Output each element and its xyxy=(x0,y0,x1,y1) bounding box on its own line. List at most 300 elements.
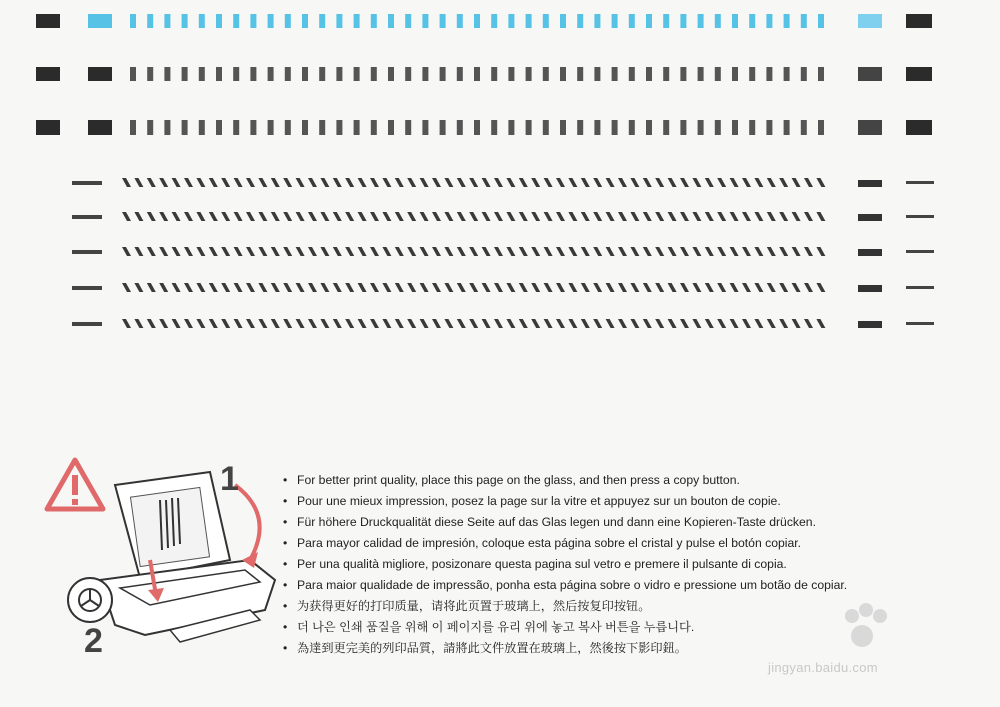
pattern-bar xyxy=(491,67,497,81)
diagonal-mark xyxy=(172,212,181,221)
pattern-bar xyxy=(354,14,360,28)
instruction-line xyxy=(283,512,883,533)
pattern-bar xyxy=(560,14,566,28)
diagonal-mark xyxy=(246,283,255,292)
pattern-bar xyxy=(285,67,291,81)
diagonal-mark xyxy=(643,283,652,292)
pattern-bar xyxy=(715,14,721,28)
diagonal-mark xyxy=(730,319,739,328)
diagonal-mark xyxy=(581,247,590,256)
diagonal-mark xyxy=(581,178,590,187)
diagonal-mark xyxy=(792,212,801,221)
pattern-bar xyxy=(302,67,308,81)
watermark-url: jingyan.baidu.com xyxy=(768,660,878,675)
instruction-text: Para maior qualidade de impressão, ponha esta página sobre o vidro e pressione um botão de copiar. xyxy=(297,578,848,592)
diagonal-mark xyxy=(655,319,664,328)
pattern-bar xyxy=(491,14,497,28)
diagonal-mark xyxy=(692,247,701,256)
pattern-bar xyxy=(319,14,325,28)
end-block xyxy=(906,120,932,135)
pattern-bar xyxy=(646,120,652,135)
pattern-bar xyxy=(371,67,377,81)
diagonal-mark xyxy=(246,247,255,256)
diagonal-mark xyxy=(345,178,354,187)
diagonal-mark xyxy=(692,319,701,328)
diagonal-mark xyxy=(407,212,416,221)
diagonal-mark xyxy=(643,178,652,187)
diagonal-mark xyxy=(333,319,342,328)
diagonal-mark xyxy=(556,247,565,256)
pattern-bar xyxy=(818,14,824,28)
diagonal-mark xyxy=(816,212,825,221)
diagonal-mark xyxy=(643,212,652,221)
diagonal-mark xyxy=(531,319,540,328)
pattern-bar xyxy=(371,14,377,28)
diagonal-mark xyxy=(345,212,354,221)
diagonal-mark xyxy=(668,212,677,221)
diagonal-mark xyxy=(630,178,639,187)
diagonal-mark xyxy=(494,283,503,292)
diagonal-mark xyxy=(717,247,726,256)
diagonal-mark xyxy=(320,283,329,292)
pattern-bar xyxy=(766,120,772,135)
diagonal-mark xyxy=(568,247,577,256)
bullet: • xyxy=(283,620,288,634)
diagonal-mark xyxy=(234,283,243,292)
diagonal-mark xyxy=(358,247,367,256)
diagonal-mark xyxy=(544,319,553,328)
diagonal-mark xyxy=(568,319,577,328)
diagonal-mark xyxy=(432,283,441,292)
diagonal-mark xyxy=(271,247,280,256)
diagonal-mark xyxy=(221,178,230,187)
pattern-bar xyxy=(474,120,480,135)
diagonal-mark xyxy=(184,283,193,292)
diagonal-mark xyxy=(209,247,218,256)
diagonal-mark xyxy=(134,212,143,221)
diagonal-mark xyxy=(308,178,317,187)
pattern-bar xyxy=(818,120,824,135)
pattern-bar xyxy=(147,14,153,28)
pattern-bar xyxy=(612,14,618,28)
pattern-bar xyxy=(336,120,342,135)
diagonal-mark xyxy=(395,247,404,256)
diagonal-mark xyxy=(134,319,143,328)
diagonal-mark xyxy=(420,283,429,292)
diagonal-mark xyxy=(556,283,565,292)
diagonal-mark xyxy=(742,178,751,187)
diagonal-mark xyxy=(320,319,329,328)
diagonal-mark xyxy=(308,283,317,292)
diagonal-mark xyxy=(668,178,677,187)
diagonal-mark xyxy=(606,319,615,328)
diagonal-mark xyxy=(184,178,193,187)
diagonal-mark xyxy=(444,319,453,328)
diagonal-mark xyxy=(705,319,714,328)
diagonal-mark xyxy=(754,178,763,187)
diagonal-mark xyxy=(196,178,205,187)
diagonal-mark xyxy=(482,319,491,328)
diagonal-mark xyxy=(568,212,577,221)
diagonal-mark xyxy=(432,212,441,221)
end-block xyxy=(36,67,60,81)
diagonal-mark xyxy=(482,212,491,221)
diagonal-mark xyxy=(519,178,528,187)
instruction-line xyxy=(283,533,883,554)
pattern-bar xyxy=(405,14,411,28)
pattern-bar xyxy=(801,14,807,28)
diagonal-mark xyxy=(258,283,267,292)
diagonal-mark xyxy=(258,319,267,328)
diagonal-mark xyxy=(333,212,342,221)
diagonal-mark xyxy=(792,178,801,187)
step-2-label: 2 xyxy=(84,622,103,660)
pattern-bar xyxy=(646,67,652,81)
pattern-bar xyxy=(680,14,686,28)
pattern-bar xyxy=(698,67,704,81)
diagonal-mark xyxy=(506,178,515,187)
pattern-bar xyxy=(680,67,686,81)
diagonal-mark xyxy=(234,319,243,328)
diagonal-mark xyxy=(196,319,205,328)
diagonal-mark xyxy=(296,247,305,256)
dash-mark xyxy=(906,286,934,289)
diagonal-mark xyxy=(444,247,453,256)
instruction-line xyxy=(283,491,883,512)
pattern-bar xyxy=(457,120,463,135)
pattern-bar xyxy=(594,14,600,28)
diagonal-mark xyxy=(345,319,354,328)
pattern-bar xyxy=(577,120,583,135)
dash-mark xyxy=(906,250,934,253)
diagonal-mark xyxy=(606,212,615,221)
dash-mark xyxy=(72,322,102,326)
diagonal-mark xyxy=(382,319,391,328)
diagonal-mark xyxy=(221,319,230,328)
diagonal-mark xyxy=(184,247,193,256)
diagonal-mark xyxy=(705,178,714,187)
diagonal-mark xyxy=(692,212,701,221)
pattern-bar xyxy=(302,120,308,135)
diagonal-mark xyxy=(705,247,714,256)
end-block xyxy=(906,67,932,81)
cyan-pattern-row xyxy=(36,14,932,28)
diagonal-mark xyxy=(271,283,280,292)
end-block xyxy=(858,285,882,292)
pattern-bar xyxy=(422,120,428,135)
diagonal-mark xyxy=(730,247,739,256)
dash-mark xyxy=(72,250,102,254)
pattern-bar xyxy=(164,120,170,135)
diagonal-mark xyxy=(655,283,664,292)
diagonal-mark xyxy=(308,319,317,328)
diagonal-mark xyxy=(333,247,342,256)
diagonal-mark xyxy=(767,178,776,187)
diagonal-mark xyxy=(568,178,577,187)
pattern-bar xyxy=(268,67,274,81)
diagonal-mark xyxy=(618,212,627,221)
pattern-bar xyxy=(130,120,136,135)
diagonal-mark xyxy=(283,319,292,328)
diagonal-mark xyxy=(345,247,354,256)
pattern-bar xyxy=(715,120,721,135)
diagonal-mark xyxy=(730,283,739,292)
pattern-bar xyxy=(629,14,635,28)
diagonal-mark xyxy=(221,247,230,256)
instruction-text: Per una qualità migliore, posizonare questa pagina sul vetro e premere il pulsante di copia. xyxy=(297,557,787,571)
pattern-bar xyxy=(457,67,463,81)
diagonal-mark xyxy=(333,178,342,187)
diagonal-mark xyxy=(717,178,726,187)
pattern-bar xyxy=(577,14,583,28)
diagonal-pattern-rows xyxy=(72,178,934,328)
diagonal-mark xyxy=(506,247,515,256)
diagonal-mark xyxy=(643,319,652,328)
diagonal-mark xyxy=(172,247,181,256)
pattern-bar xyxy=(577,67,583,81)
instruction-text: 더 나은 인쇄 품질을 위해 이 페이지를 유리 위에 놓고 복사 버튼을 누릅니다. xyxy=(297,620,695,634)
dash-mark xyxy=(906,181,934,184)
instruction-line xyxy=(283,554,883,575)
bullet: • xyxy=(283,536,288,550)
bullet: • xyxy=(283,578,288,592)
diagonal-mark xyxy=(457,247,466,256)
end-block xyxy=(858,14,882,28)
diagonal-mark xyxy=(271,178,280,187)
pattern-bar xyxy=(388,120,394,135)
end-block xyxy=(858,67,882,81)
diagonal-mark xyxy=(482,247,491,256)
diagonal-mark xyxy=(395,283,404,292)
diagonal-mark xyxy=(382,212,391,221)
diagonal-mark xyxy=(283,178,292,187)
diagonal-mark xyxy=(358,283,367,292)
diagonal-mark xyxy=(172,319,181,328)
diagonal-mark xyxy=(767,212,776,221)
diagonal-mark xyxy=(209,319,218,328)
diagonal-mark xyxy=(717,319,726,328)
dash-mark xyxy=(72,181,102,185)
pattern-bar xyxy=(629,67,635,81)
alignment-pattern xyxy=(0,0,1000,340)
diagonal-mark xyxy=(804,247,813,256)
pattern-bar xyxy=(440,67,446,81)
diagonal-mark xyxy=(122,319,131,328)
diagonal-mark xyxy=(444,212,453,221)
diagonal-mark xyxy=(754,247,763,256)
end-block xyxy=(88,67,112,81)
diagonal-mark xyxy=(209,212,218,221)
diagonal-mark xyxy=(395,319,404,328)
pattern-bar xyxy=(732,120,738,135)
pattern-bar xyxy=(182,67,188,81)
pattern-bar xyxy=(732,67,738,81)
diagonal-mark xyxy=(457,212,466,221)
pattern-bar xyxy=(474,14,480,28)
pattern-bar xyxy=(663,67,669,81)
diagonal-mark xyxy=(593,247,602,256)
diagonal-mark xyxy=(122,178,131,187)
diagonal-mark xyxy=(804,283,813,292)
diagonal-mark xyxy=(469,178,478,187)
diagonal-mark xyxy=(271,212,280,221)
diagonal-mark xyxy=(792,283,801,292)
diagonal-mark xyxy=(494,178,503,187)
diagonal-mark xyxy=(792,319,801,328)
diagonal-mark xyxy=(506,212,515,221)
bullet: • xyxy=(283,641,288,655)
pattern-bar xyxy=(268,14,274,28)
diagonal-mark xyxy=(717,212,726,221)
diagonal-mark xyxy=(717,283,726,292)
pattern-bar xyxy=(336,14,342,28)
diagonal-mark xyxy=(618,178,627,187)
pattern-bar xyxy=(663,14,669,28)
diagonal-mark xyxy=(159,247,168,256)
pattern-bar xyxy=(371,120,377,135)
diagonal-mark xyxy=(767,247,776,256)
pattern-bar xyxy=(784,67,790,81)
diagonal-mark xyxy=(680,283,689,292)
diagonal-mark xyxy=(643,247,652,256)
diagonal-mark xyxy=(234,247,243,256)
pattern-bar xyxy=(440,120,446,135)
diagonal-mark xyxy=(606,247,615,256)
diagonal-mark xyxy=(469,212,478,221)
pattern-bar xyxy=(147,67,153,81)
diagonal-mark xyxy=(246,212,255,221)
end-block xyxy=(858,180,882,187)
pattern-bar xyxy=(233,14,239,28)
diagonal-mark xyxy=(593,212,602,221)
diagonal-mark xyxy=(531,247,540,256)
pattern-bar xyxy=(388,67,394,81)
diagonal-mark xyxy=(705,283,714,292)
end-block xyxy=(36,120,60,135)
diagonal-mark xyxy=(531,212,540,221)
diagonal-mark xyxy=(816,283,825,292)
diagonal-mark xyxy=(792,247,801,256)
diagonal-mark xyxy=(742,319,751,328)
step-1-label: 1 xyxy=(220,460,239,498)
diagonal-mark xyxy=(668,319,677,328)
diagonal-mark xyxy=(754,283,763,292)
diagonal-mark xyxy=(680,247,689,256)
pattern-bar xyxy=(801,67,807,81)
diagonal-mark xyxy=(420,319,429,328)
diagonal-mark xyxy=(692,178,701,187)
diagonal-mark xyxy=(395,212,404,221)
pattern-bar xyxy=(594,67,600,81)
diagonal-mark xyxy=(382,283,391,292)
diagonal-mark xyxy=(221,212,230,221)
diagonal-mark xyxy=(742,283,751,292)
diagonal-mark xyxy=(234,178,243,187)
diagonal-mark xyxy=(730,178,739,187)
pattern-bar xyxy=(784,120,790,135)
diagonal-mark xyxy=(407,178,416,187)
diagonal-mark xyxy=(544,178,553,187)
diagonal-mark xyxy=(816,178,825,187)
diagonal-mark xyxy=(122,247,131,256)
diagonal-mark xyxy=(668,247,677,256)
diagonal-mark xyxy=(457,178,466,187)
pattern-bar xyxy=(526,14,532,28)
diagonal-mark xyxy=(804,212,813,221)
bullet: • xyxy=(283,599,288,613)
diagonal-mark xyxy=(172,178,181,187)
diagonal-mark xyxy=(816,247,825,256)
end-block xyxy=(858,120,882,135)
diagonal-mark xyxy=(184,212,193,221)
diagonal-mark xyxy=(196,212,205,221)
end-block xyxy=(858,249,882,256)
pattern-bar xyxy=(216,120,222,135)
diagonal-mark xyxy=(358,212,367,221)
diagonal-mark xyxy=(234,212,243,221)
diagonal-mark xyxy=(680,319,689,328)
diagonal-mark xyxy=(531,283,540,292)
end-block xyxy=(88,120,112,135)
pattern-bar xyxy=(268,120,274,135)
end-block xyxy=(36,14,60,28)
diagonal-mark xyxy=(457,319,466,328)
diagonal-mark xyxy=(196,283,205,292)
diagonal-mark xyxy=(655,178,664,187)
pattern-bar xyxy=(698,120,704,135)
pattern-bar xyxy=(285,14,291,28)
pattern-bar xyxy=(818,67,824,81)
pattern-bar xyxy=(233,67,239,81)
diagonal-mark xyxy=(296,178,305,187)
end-block xyxy=(858,321,882,328)
pattern-bar xyxy=(405,120,411,135)
pattern-bar xyxy=(646,14,652,28)
diagonal-mark xyxy=(407,319,416,328)
diagonal-mark xyxy=(680,212,689,221)
diagonal-mark xyxy=(209,178,218,187)
diagonal-mark xyxy=(519,283,528,292)
diagonal-mark xyxy=(531,178,540,187)
diagonal-mark xyxy=(544,212,553,221)
diagonal-mark xyxy=(606,178,615,187)
diagonal-mark xyxy=(692,283,701,292)
diagonal-mark xyxy=(432,319,441,328)
diagonal-mark xyxy=(196,247,205,256)
pattern-bar xyxy=(216,67,222,81)
pattern-bar xyxy=(250,14,256,28)
pattern-bar xyxy=(491,120,497,135)
diagonal-mark xyxy=(147,212,156,221)
diagonal-mark xyxy=(444,178,453,187)
pattern-bar xyxy=(766,14,772,28)
diagonal-mark xyxy=(420,247,429,256)
diagonal-mark xyxy=(420,178,429,187)
pattern-bar xyxy=(560,120,566,135)
diagonal-mark xyxy=(544,247,553,256)
pattern-bar xyxy=(749,67,755,81)
diagonal-mark xyxy=(122,212,131,221)
diagonal-mark xyxy=(494,247,503,256)
pattern-bar xyxy=(182,14,188,28)
diagonal-mark xyxy=(581,319,590,328)
diagonal-mark xyxy=(618,283,627,292)
diagonal-mark xyxy=(320,212,329,221)
pattern-bar xyxy=(508,67,514,81)
pattern-bar xyxy=(457,14,463,28)
diagonal-mark xyxy=(370,247,379,256)
diagonal-mark xyxy=(296,319,305,328)
